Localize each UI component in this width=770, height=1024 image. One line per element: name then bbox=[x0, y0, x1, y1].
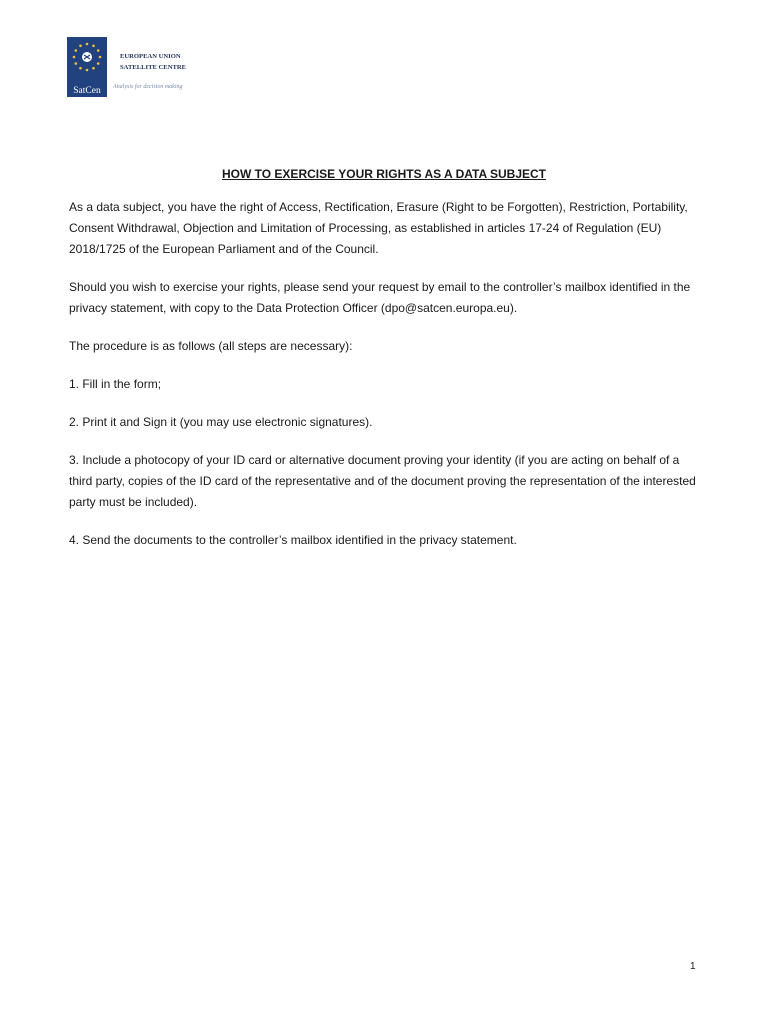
logo-emblem bbox=[67, 37, 107, 97]
satcen-logo bbox=[67, 37, 197, 97]
page-number: 1 bbox=[690, 961, 696, 972]
logo-abbr: SatCen bbox=[73, 86, 101, 96]
eu-stars-icon bbox=[71, 40, 103, 78]
paragraph-request: Should you wish to exercise your rights, please send your request by email to the controller’s mailbox identified in the privacy statement, with copy to the Data Protection Officer (dpo@satcen.europa.eu). bbox=[69, 280, 691, 315]
step-4: 4. Send the documents to the controller’s mailbox identified in the privacy statement. bbox=[69, 533, 517, 547]
logo-tagline: Analysis for decision making bbox=[113, 84, 183, 90]
step-2: 2. Print it and Sign it (you may use electronic signatures). bbox=[69, 415, 373, 429]
logo-line-1: EUROPEAN UNION bbox=[120, 53, 181, 60]
logo-line-2: SATELLITE CENTRE bbox=[120, 64, 187, 71]
step-3: 3. Include a photocopy of your ID card or alternative document proving your identity (if you are acting on behalf of a third party, copies of the ID card of the representative and of the document proving the representation of the interested party must be included). bbox=[69, 453, 696, 509]
step-1: 1. Fill in the form; bbox=[69, 377, 162, 391]
paragraph-procedure: The procedure is as follows (all steps are necessary): bbox=[69, 339, 353, 353]
document-body bbox=[69, 164, 699, 568]
document-title: HOW TO EXERCISE YOUR RIGHTS AS A DATA SUBJECT bbox=[221, 167, 547, 181]
paragraph-rights: As a data subject, you have the right of Access, Rectification, Erasure (Right to be Forgotten), Restriction, Portability, Consent Withdrawal, Objection and Limitation of Processing, as established in articles 17-24 of Regulation (EU) 2018/1725 of the European Parliament and of the Council. bbox=[69, 200, 688, 256]
